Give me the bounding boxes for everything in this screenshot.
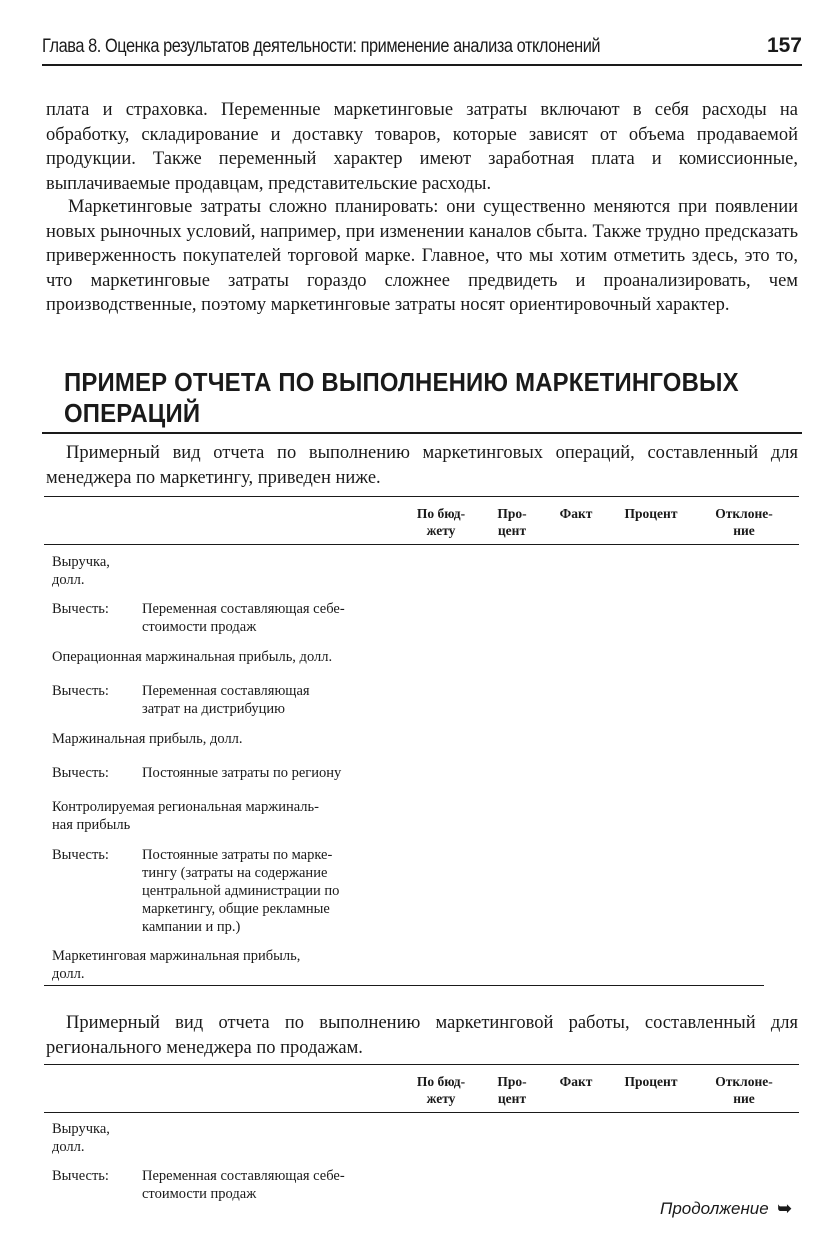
continuation-label: Продолжение: [660, 1199, 769, 1218]
row-label: Постоянные затраты по марке- тингу (затраты на содержание центральной администрации по маркетингу, общие рекламные кампании и пр.): [142, 847, 340, 935]
heading-rule: [42, 432, 802, 434]
col-budget: По бюд- жету: [416, 506, 466, 538]
col-deviation: Отклоне- ние: [715, 1074, 773, 1106]
continuation-note: [660, 1199, 792, 1219]
row-prefix: Вычесть:: [52, 601, 109, 617]
col-percent: Про- цент: [497, 506, 527, 538]
col-percent-2: Процент: [624, 506, 678, 521]
row-label: Операционная маржинальная прибыль, долл.: [52, 649, 333, 665]
table2-intro: Примерный вид отчета по выполнению маркетинговой работы, составленный для регионального менеджера по продажам.: [46, 1013, 798, 1058]
table-header: [44, 496, 799, 545]
table-header: [44, 1064, 799, 1113]
col-fact: Факт: [559, 1074, 593, 1089]
col-deviation: Отклоне- ние: [715, 506, 773, 538]
row-label: Маржинальная прибыль, долл.: [52, 731, 243, 747]
page-number: 157: [766, 34, 802, 57]
row-label: Переменная составляющая себе- стоимости продаж: [142, 601, 345, 635]
row-label: Переменная составляющая затрат на дистрибуцию: [142, 683, 310, 717]
section-heading: ПРИМЕР ОТЧЕТА ПО ВЫПОЛНЕНИЮ МАРКЕТИНГОВЫХ ОПЕРАЦИЙ: [64, 367, 739, 428]
row-prefix: Вычесть:: [52, 683, 109, 699]
row-prefix: Вычесть:: [52, 847, 109, 863]
arrow-right-icon: ➥: [777, 1199, 792, 1218]
row-label: Выручка, долл.: [52, 1121, 110, 1155]
running-header: [42, 34, 802, 66]
col-budget: По бюд- жету: [416, 1074, 466, 1106]
row-prefix: Вычесть:: [52, 765, 109, 781]
body-paragraph: Маркетинговые затраты сложно планировать: они существенно меняются при появлении новых рыночных условий, например, при изменении каналов сбыта. Также трудно предсказать приверженность покупателей торговой марке. Главное, что мы хотим отметить здесь, это то, что маркетинговые затраты гораздо сложнее предвидеть и проанализировать, чем производственные, поэтому маркетинговые затраты носят ориентировочный характер.: [46, 197, 798, 315]
row-label: Маркетинговая маржинальная прибыль, долл.: [52, 948, 301, 982]
col-percent: Про- цент: [497, 1074, 527, 1106]
row-label: Переменная составляющая себе- стоимости продаж: [142, 1168, 345, 1202]
table-bottom-rule: [44, 985, 764, 986]
table1-intro: Примерный вид отчета по выполнению маркетинговых операций, составленный для менеджера по маркетингу, приведен ниже.: [46, 443, 798, 488]
row-label: Постоянные затраты по региону: [142, 765, 342, 781]
body-paragraph: плата и страховка. Переменные маркетинговые затраты включают в себя расходы на обработку, складирование и доставку товаров, которые зависят от объема продаваемой продукции. Также переменный характер имеют заработная плата и комиссионные, выплачиваемые продавцам, представительские расходы.: [46, 100, 798, 194]
col-percent-2: Процент: [624, 1074, 678, 1089]
row-prefix: Вычесть:: [52, 1168, 109, 1184]
row-label: Выручка, долл.: [52, 554, 110, 588]
row-label: Контролируемая региональная маржиналь- ная прибыль: [52, 799, 319, 833]
report-table-marketing-manager: [44, 496, 799, 982]
chapter-title: Глава 8. Оценка результатов деятельности: применение анализа отклонений: [42, 36, 601, 57]
report-table-regional-manager: [44, 1064, 799, 1202]
col-fact: Факт: [559, 506, 593, 521]
